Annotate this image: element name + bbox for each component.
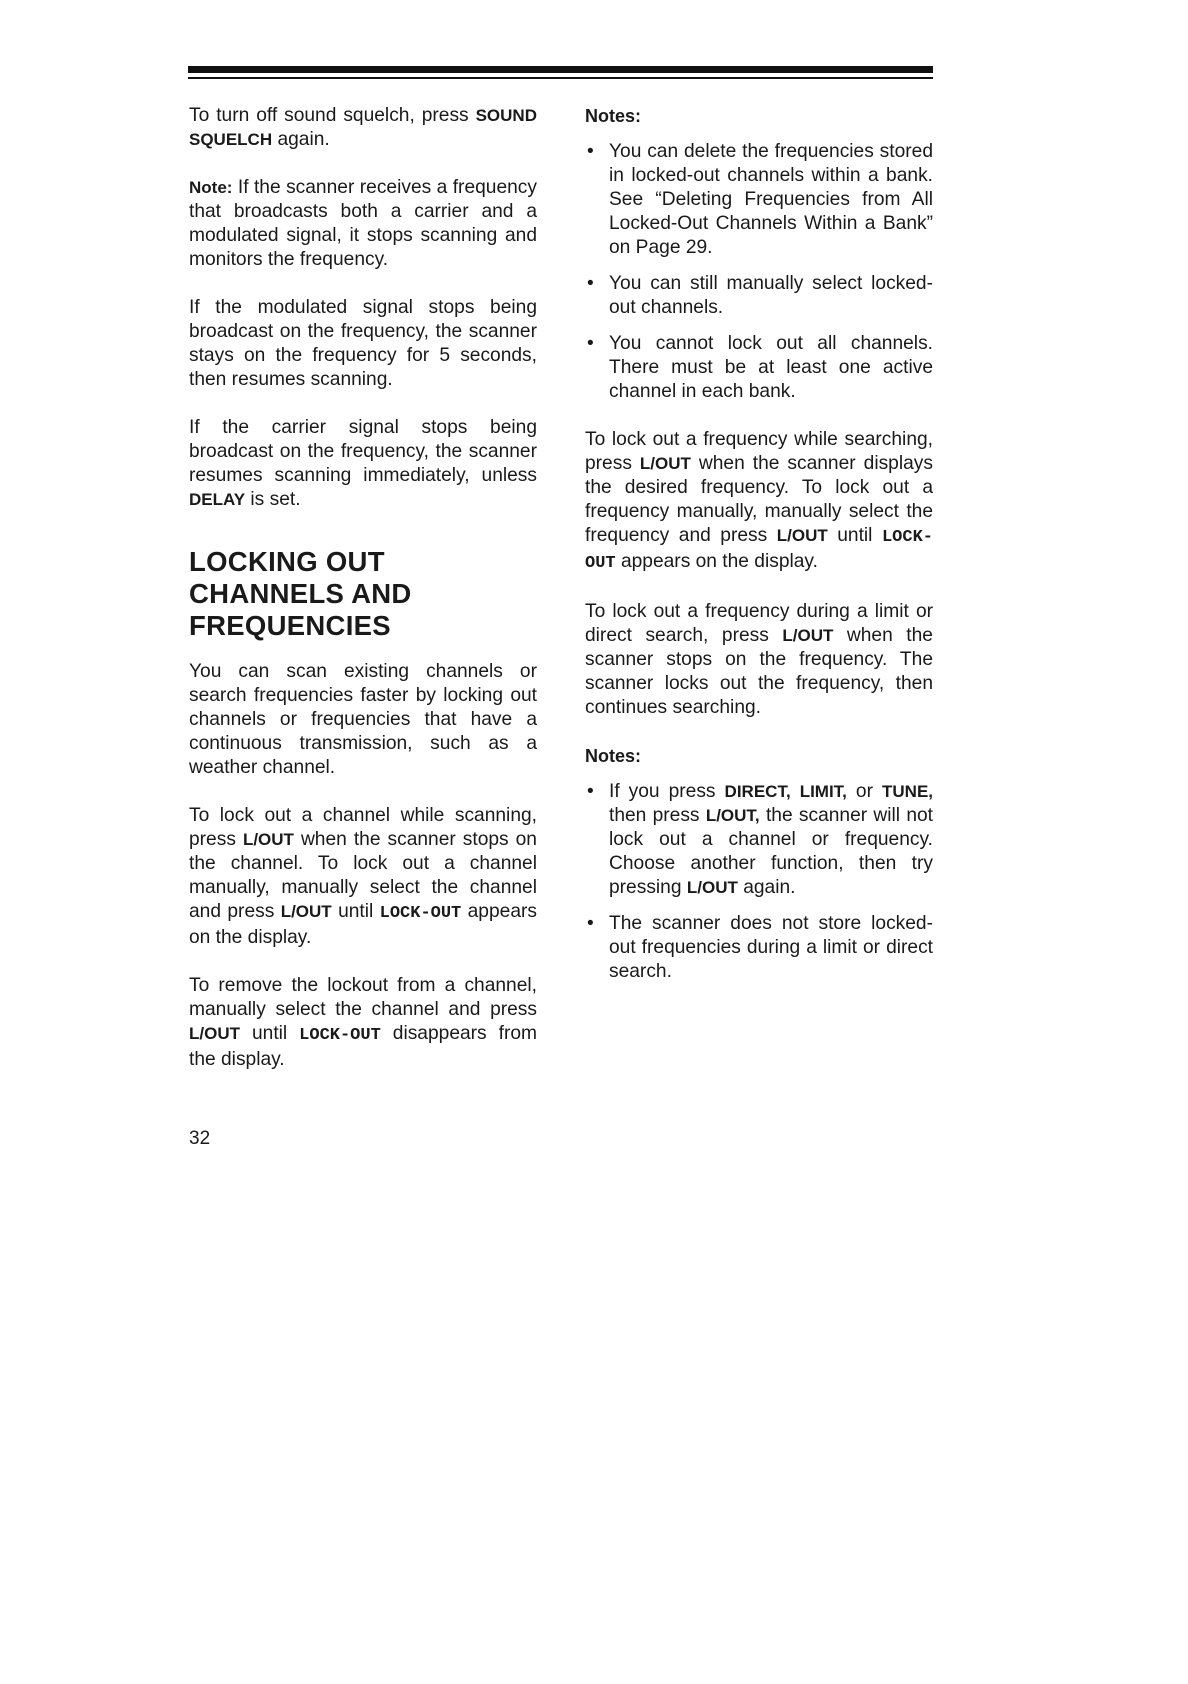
key-tune: TUNE, (882, 782, 933, 801)
key-sound-squelch: SOUND SQUELCH (189, 106, 537, 149)
lock-channel-paragraph: To lock out a channel while scanning, press L/OUT when the scanner stops on the channel. To lock out a channel manually, manually select the channel and press L/OUT until LOCK-OUT appears on the display. (189, 805, 537, 948)
section-heading: LOCKING OUT CHANNELS AND FREQUENCIES (189, 546, 412, 641)
notes-list (585, 140, 933, 404)
key-lout: L/OUT (242, 830, 294, 849)
key-lout: L/OUT, (705, 806, 760, 825)
key-lout: L/OUT (776, 526, 828, 545)
note-label: Note: (189, 178, 233, 197)
right-column (585, 104, 933, 1008)
key-delay: DELAY (189, 490, 246, 509)
key-lout: L/OUT (189, 1024, 240, 1043)
display-lock-out: LOCK-OUT (585, 528, 933, 573)
key-direct: DIRECT, (724, 782, 791, 801)
modulated-signal-paragraph: If the modulated signal stops being broadcast on the frequency, the scanner stays on the frequency for 5 seconds, then resumes scanning. (189, 297, 537, 390)
note-item: • If you press DIRECT, LIMIT, or TUNE, then press L/OUT, the scanner will not lock out a channel or frequency. Choose another function, then try pressing L/OUT again. (585, 780, 933, 900)
note-item: • The scanner does not store locked-out frequencies during a limit or direct search. (585, 912, 933, 984)
key-limit: LIMIT, (799, 782, 847, 801)
header-rule-thin (188, 77, 933, 79)
page-number: 32 (189, 1128, 211, 1149)
lock-frequency-paragraph: To lock out a frequency while searching, press L/OUT when the scanner displays the desired frequency. To lock out a frequency manually, manually select the frequency and press L/OUT until LOCK-OUT appears on the display. (585, 429, 933, 573)
key-lout: L/OUT (280, 902, 332, 921)
notes-list (585, 780, 933, 984)
key-lout: L/OUT (686, 878, 738, 897)
key-lout: L/OUT (639, 454, 691, 473)
note-paragraph: Note: If the scanner receives a frequency that broadcasts both a carrier and a modulated signal, it stops scanning and monitors the frequency. (189, 177, 537, 270)
note-item: • You can still manually select locked-out channels. (585, 272, 933, 320)
remove-lockout-paragraph: To remove the lockout from a channel, manually select the channel and press L/OUT until LOCK-OUT disappears from the display. (189, 975, 537, 1070)
limit-search-paragraph: To lock out a frequency during a limit or direct search, press L/OUT when the scanner stops on the frequency. The scanner locks out the frequency, then continues searching. (585, 601, 933, 718)
header-rule-thick (188, 66, 933, 73)
key-lout: L/OUT (782, 626, 834, 645)
note-item: • You can delete the frequencies stored in locked-out channels within a bank. See “Deleting Frequencies from All Locked-Out Channels Within a Bank” on Page 29. (585, 140, 933, 260)
sound-squelch-paragraph: To turn off sound squelch, press SOUND SQUELCH again. (189, 105, 537, 150)
display-lock-out: LOCK-OUT (299, 1026, 381, 1045)
notes-heading: Notes: (585, 106, 642, 126)
note-item: • You cannot lock out all channels. There must be at least one active channel in each bank. (585, 332, 933, 404)
intro-paragraph: You can scan existing channels or search frequencies faster by locking out channels or frequencies that have a continuous transmission, such as a weather channel. (189, 661, 537, 778)
carrier-signal-paragraph: If the carrier signal stops being broadcast on the frequency, the scanner resumes scanning immediately, unless DELAY is set. (189, 417, 537, 510)
left-column (189, 104, 537, 1096)
notes-heading: Notes: (585, 746, 642, 766)
display-lock-out: LOCK-OUT (379, 904, 462, 923)
